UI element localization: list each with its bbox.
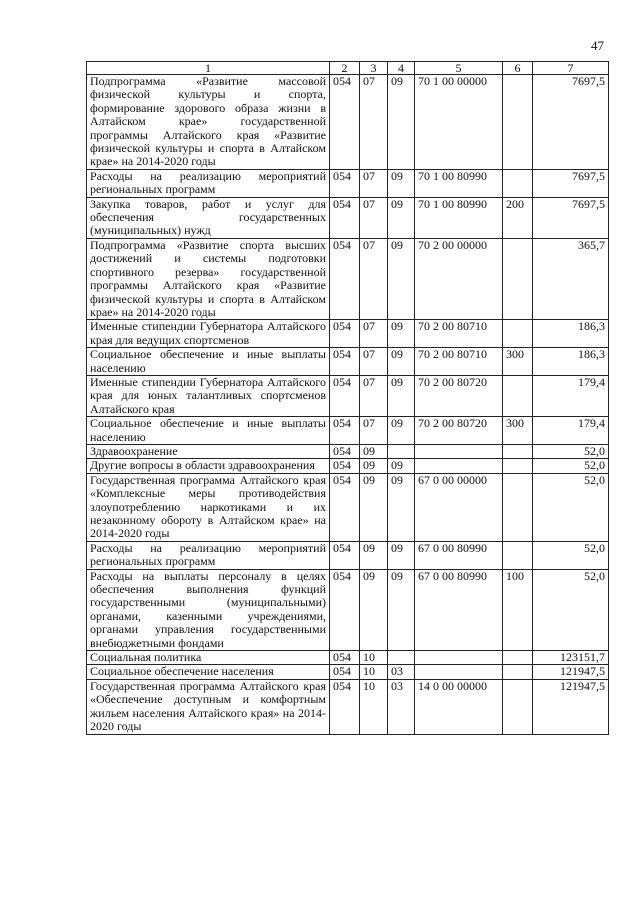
row-rz: 10 bbox=[360, 665, 388, 679]
row-csr bbox=[415, 444, 503, 458]
row-rz: 07 bbox=[360, 75, 388, 170]
row-csr: 70 2 00 80720 bbox=[415, 417, 503, 445]
row-sum: 123151,7 bbox=[533, 651, 609, 665]
table-row bbox=[87, 169, 609, 197]
row-name: Именные стипендии Губернатора Алтайского края для ведущих спортсменов bbox=[87, 320, 330, 348]
row-rz: 07 bbox=[360, 417, 388, 445]
header-col-7: 7 bbox=[533, 62, 609, 75]
table-row bbox=[87, 320, 609, 348]
row-name: Подпрограмма «Развитие массовой физической культуры и спорта, формирование здорового образа жизни в Алтайском крае» государственной программы Алтайского края «Развитие физической культуры и спорта в Алтайском крае» на 2014-2020 годы bbox=[87, 75, 330, 170]
row-gr: 054 bbox=[330, 444, 360, 458]
table-row bbox=[87, 348, 609, 376]
header-col-5: 5 bbox=[415, 62, 503, 75]
row-rz: 07 bbox=[360, 238, 388, 319]
table-row bbox=[87, 375, 609, 416]
row-rz: 10 bbox=[360, 651, 388, 665]
row-csr: 70 2 00 80710 bbox=[415, 348, 503, 376]
row-sum: 121947,5 bbox=[533, 679, 609, 734]
row-pr: 09 bbox=[388, 541, 415, 569]
row-pr: 09 bbox=[388, 75, 415, 170]
row-csr bbox=[415, 651, 503, 665]
row-gr: 054 bbox=[330, 651, 360, 665]
row-rz: 09 bbox=[360, 569, 388, 650]
row-csr: 67 0 00 80990 bbox=[415, 569, 503, 650]
row-rz: 07 bbox=[360, 375, 388, 416]
table-row bbox=[87, 569, 609, 650]
row-csr: 67 0 00 00000 bbox=[415, 473, 503, 541]
row-vr bbox=[503, 541, 533, 569]
row-vr bbox=[503, 651, 533, 665]
row-rz: 09 bbox=[360, 541, 388, 569]
row-sum: 52,0 bbox=[533, 569, 609, 650]
header-row bbox=[87, 62, 609, 75]
row-vr bbox=[503, 320, 533, 348]
row-rz: 10 bbox=[360, 679, 388, 734]
row-name: Социальное обеспечение населения bbox=[87, 665, 330, 679]
row-sum: 179,4 bbox=[533, 375, 609, 416]
row-csr: 70 2 00 80720 bbox=[415, 375, 503, 416]
row-gr: 054 bbox=[330, 665, 360, 679]
row-gr: 054 bbox=[330, 473, 360, 541]
row-pr: 09 bbox=[388, 238, 415, 319]
row-name: Расходы на выплаты персоналу в целях обеспечения выполнения функций государственными (муниципальными) органами, казенными учреждениями, органами управления государственными внебюджетными фондами bbox=[87, 569, 330, 650]
row-sum: 7697,5 bbox=[533, 169, 609, 197]
row-name: Социальное обеспечение и иные выплаты населению bbox=[87, 417, 330, 445]
row-pr: 09 bbox=[388, 473, 415, 541]
row-name: Государственная программа Алтайского края «Комплексные меры противодействия злоупотреблению наркотиками и их незаконному обороту в Алтайском крае» на 2014-2020 годы bbox=[87, 473, 330, 541]
row-csr: 14 0 00 00000 bbox=[415, 679, 503, 734]
row-gr: 054 bbox=[330, 375, 360, 416]
row-vr bbox=[503, 665, 533, 679]
row-sum: 179,4 bbox=[533, 417, 609, 445]
header-col-1: 1 bbox=[87, 62, 330, 75]
row-pr: 09 bbox=[388, 169, 415, 197]
row-rz: 09 bbox=[360, 444, 388, 458]
row-sum: 7697,5 bbox=[533, 75, 609, 170]
row-csr: 70 1 00 80990 bbox=[415, 169, 503, 197]
row-pr: 09 bbox=[388, 459, 415, 473]
row-vr bbox=[503, 75, 533, 170]
row-vr bbox=[503, 444, 533, 458]
row-name: Закупка товаров, работ и услуг для обеспечения государственных (муниципальных) нужд bbox=[87, 197, 330, 238]
table-row bbox=[87, 197, 609, 238]
row-rz: 07 bbox=[360, 197, 388, 238]
row-name: Государственная программа Алтайского края «Обеспечение доступным и комфортным жильем населения Алтайского края» на 2014-2020 годы bbox=[87, 679, 330, 734]
row-gr: 054 bbox=[330, 238, 360, 319]
row-name: Другие вопросы в области здравоохранения bbox=[87, 459, 330, 473]
row-vr bbox=[503, 459, 533, 473]
table-row bbox=[87, 473, 609, 541]
row-gr: 054 bbox=[330, 75, 360, 170]
row-gr: 054 bbox=[330, 197, 360, 238]
row-gr: 054 bbox=[330, 541, 360, 569]
row-sum: 365,7 bbox=[533, 238, 609, 319]
row-sum: 52,0 bbox=[533, 473, 609, 541]
header-col-4: 4 bbox=[388, 62, 415, 75]
row-name: Расходы на реализацию мероприятий региональных программ bbox=[87, 541, 330, 569]
row-name: Социальная политика bbox=[87, 651, 330, 665]
row-vr bbox=[503, 375, 533, 416]
row-gr: 054 bbox=[330, 569, 360, 650]
row-sum: 52,0 bbox=[533, 444, 609, 458]
row-name: Расходы на реализацию мероприятий региональных программ bbox=[87, 169, 330, 197]
row-vr bbox=[503, 238, 533, 319]
row-pr: 09 bbox=[388, 375, 415, 416]
row-rz: 07 bbox=[360, 169, 388, 197]
row-gr: 054 bbox=[330, 417, 360, 445]
row-vr: 300 bbox=[503, 417, 533, 445]
table-row bbox=[87, 651, 609, 665]
table-row bbox=[87, 238, 609, 319]
table-row bbox=[87, 679, 609, 734]
row-pr: 03 bbox=[388, 679, 415, 734]
table-row bbox=[87, 444, 609, 458]
row-sum: 7697,5 bbox=[533, 197, 609, 238]
row-pr: 09 bbox=[388, 320, 415, 348]
header-col-3: 3 bbox=[360, 62, 388, 75]
row-vr bbox=[503, 679, 533, 734]
row-pr: 09 bbox=[388, 348, 415, 376]
row-rz: 07 bbox=[360, 348, 388, 376]
row-pr: 03 bbox=[388, 665, 415, 679]
row-name: Именные стипендии Губернатора Алтайского края для юных талантливых спортсменов Алтайского края bbox=[87, 375, 330, 416]
row-sum: 121947,5 bbox=[533, 665, 609, 679]
header-col-2: 2 bbox=[330, 62, 360, 75]
row-name: Социальное обеспечение и иные выплаты населению bbox=[87, 348, 330, 376]
row-pr: 09 bbox=[388, 569, 415, 650]
table-row bbox=[87, 665, 609, 679]
row-csr: 70 1 00 80990 bbox=[415, 197, 503, 238]
row-vr bbox=[503, 169, 533, 197]
row-pr: 09 bbox=[388, 417, 415, 445]
row-rz: 09 bbox=[360, 459, 388, 473]
row-rz: 09 bbox=[360, 473, 388, 541]
row-rz: 07 bbox=[360, 320, 388, 348]
header-col-6: 6 bbox=[503, 62, 533, 75]
row-csr bbox=[415, 459, 503, 473]
row-pr bbox=[388, 651, 415, 665]
row-csr: 67 0 00 80990 bbox=[415, 541, 503, 569]
row-gr: 054 bbox=[330, 348, 360, 376]
row-vr bbox=[503, 473, 533, 541]
row-vr: 300 bbox=[503, 348, 533, 376]
row-sum: 52,0 bbox=[533, 459, 609, 473]
table-row bbox=[87, 459, 609, 473]
row-gr: 054 bbox=[330, 169, 360, 197]
row-csr: 70 2 00 80710 bbox=[415, 320, 503, 348]
row-gr: 054 bbox=[330, 459, 360, 473]
row-name: Здравоохранение bbox=[87, 444, 330, 458]
row-vr: 200 bbox=[503, 197, 533, 238]
row-sum: 186,3 bbox=[533, 320, 609, 348]
table-row bbox=[87, 417, 609, 445]
budget-table bbox=[86, 61, 609, 735]
row-csr: 70 1 00 00000 bbox=[415, 75, 503, 170]
row-gr: 054 bbox=[330, 679, 360, 734]
row-csr: 70 2 00 00000 bbox=[415, 238, 503, 319]
row-sum: 52,0 bbox=[533, 541, 609, 569]
row-name: Подпрограмма «Развитие спорта высших достижений и системы подготовки спортивного резерва» государственной программы Алтайского края «Развитие физической культуры и спорта в Алтайском крае» на 2014-2020 годы bbox=[87, 238, 330, 319]
table-row bbox=[87, 541, 609, 569]
table-row bbox=[87, 75, 609, 170]
row-sum: 186,3 bbox=[533, 348, 609, 376]
row-csr bbox=[415, 665, 503, 679]
page-number: 47 bbox=[591, 38, 604, 53]
row-pr: 09 bbox=[388, 197, 415, 238]
row-vr: 100 bbox=[503, 569, 533, 650]
row-pr bbox=[388, 444, 415, 458]
row-gr: 054 bbox=[330, 320, 360, 348]
